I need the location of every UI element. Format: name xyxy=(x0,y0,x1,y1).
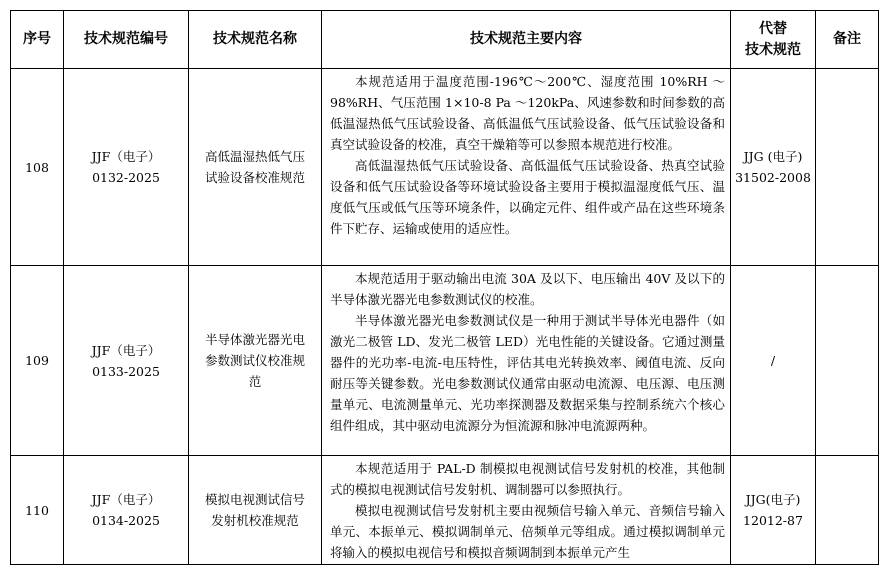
row-replace xyxy=(731,69,816,266)
row-code-line1: JJF（电子） xyxy=(91,149,161,164)
row-note xyxy=(816,69,879,266)
row-code-line2: 0133-2025 xyxy=(92,363,160,379)
row-name-line3: 范 xyxy=(248,374,262,389)
row-code-line2: 0132-2025 xyxy=(92,170,160,185)
row-content xyxy=(322,69,731,266)
row-note xyxy=(816,456,879,565)
row-content-para2: 半导体激光器光电参数测试仪是一种用于测试半导体光电器件（如激光二极管 LD、发光二极管 LED）光电性能的关键设备。它通过测量器件的光功率-电流-电压特性，评估其电光转换效率、阈值电流、反向耐压等关键参数。光电参数测试仪通常由驱动电流源、电压源、电压测量单元、电流测量单元、光功率探测器及数据采集与控制系统六个核心组件组成，其中驱动电流源分为恒流源和脉冲电流源两种。 xyxy=(330,313,725,433)
row-seq: 109 xyxy=(11,266,64,456)
row-replace-line1: JJG (电子) xyxy=(743,149,803,164)
row-content-clip xyxy=(330,458,725,562)
header-replace xyxy=(731,11,816,69)
row-content-para1: 本规范适用于 PAL-D 制模拟电视测试信号发射机的校准，其他制式的模拟电视测试信号发射机、调制器可以参照执行。 xyxy=(330,461,725,497)
header-code: 技术规范编号 xyxy=(64,11,189,69)
row-name-line2: 发射机校准规范 xyxy=(211,513,299,528)
row-content-para2: 高低温湿热低气压试验设备、高低温低气压试验设备、热真空试验设备和低气压试验设备等环境试验设备主要用于模拟温湿度低气压、温度低气压或低气压等环境条件，以确定元件、组件或产品在这些环境条件下贮存、运输或使用的适应性。 xyxy=(330,158,725,236)
row-content-para2: 模拟电视测试信号发射机主要由视频信号输入单元、音频信号输入单元、本振单元、模拟调制单元、倍频单元等组成。通过模拟调制单元将输入的模拟电视信号和模拟音频调制到本振单元产生 xyxy=(330,503,725,560)
row-replace-line2: 12012-87 xyxy=(743,513,803,528)
row-name xyxy=(189,456,322,565)
row-name-line1: 模拟电视测试信号 xyxy=(204,492,305,507)
row-code-line1: JJF（电子） xyxy=(91,492,161,507)
row-name xyxy=(189,266,322,456)
table-row xyxy=(11,266,879,456)
row-code-line1: JJF（电子） xyxy=(91,342,161,358)
row-code-line2: 0134-2025 xyxy=(92,513,160,528)
header-seq: 序号 xyxy=(11,11,64,69)
row-name-line1: 高低温湿热低气压 xyxy=(204,149,305,164)
row-name xyxy=(189,69,322,266)
row-content-para1: 本规范适用于温度范围-196℃～200℃、湿度范围 10%RH ～98%RH、气压范围 1×10-8 Pa ～120kPa、风速参数和时间参数的高低温湿热低气压试验设备、高低温低气压试验设备、低气压试验设备和真空试验设备的校准，真空干燥箱等可以参照本规范进行校准。 xyxy=(330,74,725,152)
table-row xyxy=(11,456,879,565)
header-name: 技术规范名称 xyxy=(189,11,322,69)
row-code xyxy=(64,266,189,456)
row-replace-line2: 31502-2008 xyxy=(735,170,811,185)
row-name-line2: 参数测试仪校准规 xyxy=(204,353,305,368)
header-note: 备注 xyxy=(816,11,879,69)
row-seq: 108 xyxy=(11,69,64,266)
row-content-para1: 本规范适用于驱动输出电流 30A 及以下、电压输出 40V 及以下的半导体激光器光电参数测试仪的校准。 xyxy=(330,271,725,307)
row-code xyxy=(64,69,189,266)
row-note xyxy=(816,266,879,456)
row-replace-line1: JJG(电子) xyxy=(745,492,801,507)
header-replace-line2: 技术规范 xyxy=(745,41,801,58)
header-replace-line1: 代替 xyxy=(759,20,787,37)
row-content xyxy=(322,266,731,456)
row-name-line1: 半导体激光器光电 xyxy=(204,332,305,347)
header-content: 技术规范主要内容 xyxy=(322,11,731,69)
row-code xyxy=(64,456,189,565)
row-replace: / xyxy=(731,266,816,456)
row-replace xyxy=(731,456,816,565)
table-row xyxy=(11,69,879,266)
standards-table xyxy=(10,10,879,565)
row-content xyxy=(322,456,731,565)
row-name-line2: 试验设备校准规范 xyxy=(204,170,305,185)
header-row xyxy=(11,11,879,69)
row-seq: 110 xyxy=(11,456,64,565)
